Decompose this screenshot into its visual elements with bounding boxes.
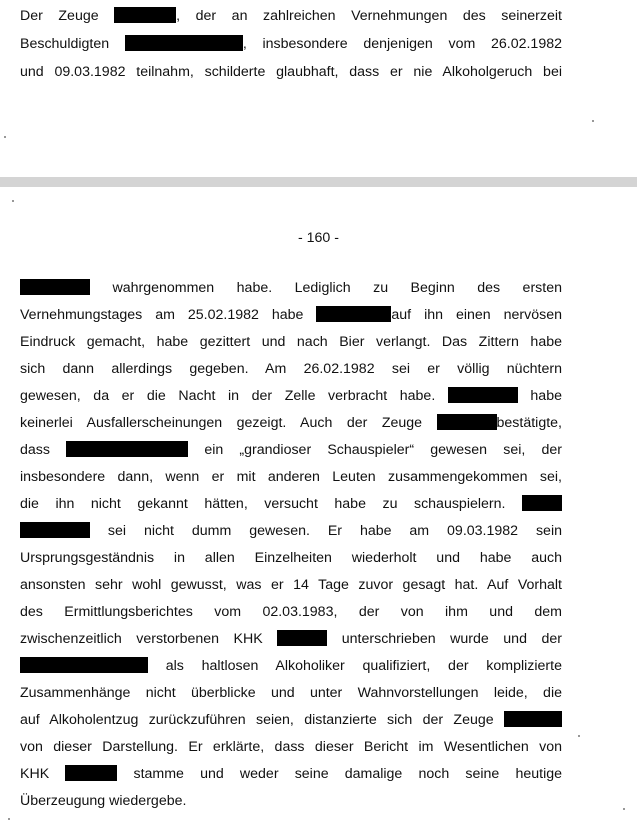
text-segment: Beschuldigten (20, 36, 110, 52)
text-segment: die ihn nicht gekannt hätten, versucht habe zu schauspielern. (20, 496, 506, 512)
text-line (20, 34, 562, 54)
text-segment: Vernehmungstages am 25.02.1982 habe (20, 307, 304, 323)
text-segment: Der Zeuge (20, 8, 99, 24)
text-segment: unterschrieben wurde und der (341, 631, 562, 647)
redaction-bar (437, 414, 497, 430)
text-segment: ansonsten sehr wohl gewusst, was er 14 Tage zuvor gesagt hat. Auf Vorhalt (20, 577, 562, 593)
text-line (20, 332, 562, 352)
text-line (20, 737, 562, 757)
redaction-bar (65, 765, 117, 781)
text-segment: und 09.03.1982 teilnahm, schilderte glaubhaft, dass er nie Alkoholgeruch bei (20, 64, 562, 80)
redaction-bar (20, 279, 90, 295)
text-line (20, 521, 562, 541)
text-segment: bestätigte, (496, 415, 562, 431)
text-segment: insbesondere dann, wenn er mit anderen Leuten zusammengekommen sei, (20, 469, 562, 485)
text-segment: Eindruck gemacht, habe gezittert und nach Bier verlangt. Das Zittern habe (20, 334, 562, 350)
redaction-bar (316, 306, 391, 322)
redaction-bar (448, 387, 518, 403)
redaction-bar (66, 441, 188, 457)
text-segment: des Ermittlungsberichtes vom 02.03.1983, der von ihm und dem (20, 604, 562, 620)
page-number: - 160 - (297, 230, 339, 246)
text-line (20, 575, 562, 595)
text-segment: zwischenzeitlich verstorbenen KHK (20, 631, 263, 647)
text-segment: sich dann allerdings gegeben. Am 26.02.1982 sei er völlig nüchtern (20, 361, 562, 377)
text-line (20, 683, 562, 703)
text-segment: auf ihn einen nervösen (391, 307, 563, 323)
text-line (20, 386, 562, 406)
text-segment: als haltlosen Alkoholiker qualifiziert, der komplizierte (165, 658, 562, 674)
text-line (20, 278, 562, 298)
page-separator (0, 177, 637, 187)
text-line (20, 62, 562, 82)
text-line (20, 413, 562, 433)
top-page-fragment (0, 0, 637, 177)
text-line (20, 602, 562, 622)
text-line (20, 764, 562, 784)
text-segment: keinerlei Ausfallerscheinungen gezeigt. Auch der Zeuge (20, 415, 423, 431)
redaction-bar (125, 35, 243, 51)
text-segment: von dieser Darstellung. Er erklärte, dass dieser Bericht im Wesentlichen von (20, 739, 562, 755)
text-segment: stamme und weder seine damalige noch seine heutige (133, 766, 562, 782)
text-segment: ein „grandioser Schauspieler“ gewesen sei, der (204, 442, 562, 458)
text-line (20, 467, 562, 487)
text-segment: Überzeugung wiedergebe. (20, 793, 187, 809)
text-line (20, 791, 562, 811)
redaction-bar (277, 630, 327, 646)
text-segment: auf Alkoholentzug zurückzuführen seien, distanzierte sich der Zeuge (20, 712, 494, 728)
text-line (20, 710, 562, 730)
scan-speck (4, 136, 6, 138)
text-line (20, 656, 562, 676)
text-segment: Ursprungsgeständnis in allen Einzelheiten wiederholt und habe auch (20, 550, 562, 566)
text-line (20, 440, 562, 460)
text-line (20, 629, 562, 649)
redaction-bar (20, 657, 148, 673)
text-segment: dass (20, 442, 50, 458)
text-line (20, 548, 562, 568)
redaction-bar (522, 495, 562, 511)
text-segment: , der an zahlreichen Vernehmungen des seinerzeit (176, 8, 562, 24)
scan-speck (8, 818, 10, 820)
text-segment: Zusammenhänge nicht überblicke und unter Wahnvorstellungen leide, die (20, 685, 562, 701)
redaction-bar (114, 7, 176, 23)
scan-speck (578, 735, 580, 737)
redaction-bar (20, 522, 90, 538)
scan-speck (12, 200, 14, 202)
main-page-body (0, 278, 637, 835)
scan-speck (623, 808, 625, 810)
text-segment: , insbesondere denjenigen vom 26.02.1982 (242, 36, 562, 52)
text-segment: gewesen, da er die Nacht in der Zelle verbracht habe. (20, 388, 436, 404)
text-segment: habe (530, 388, 562, 404)
text-segment: KHK (20, 766, 50, 782)
text-line (20, 6, 562, 26)
text-segment: sei nicht dumm gewesen. Er habe am 09.03.1982 sein (107, 523, 562, 539)
text-line (20, 494, 562, 514)
redaction-bar (504, 711, 562, 727)
scan-speck (592, 120, 594, 122)
text-segment: wahrgenommen habe. Lediglich zu Beginn des ersten (112, 280, 562, 296)
text-line (20, 359, 562, 379)
text-line (20, 305, 562, 325)
